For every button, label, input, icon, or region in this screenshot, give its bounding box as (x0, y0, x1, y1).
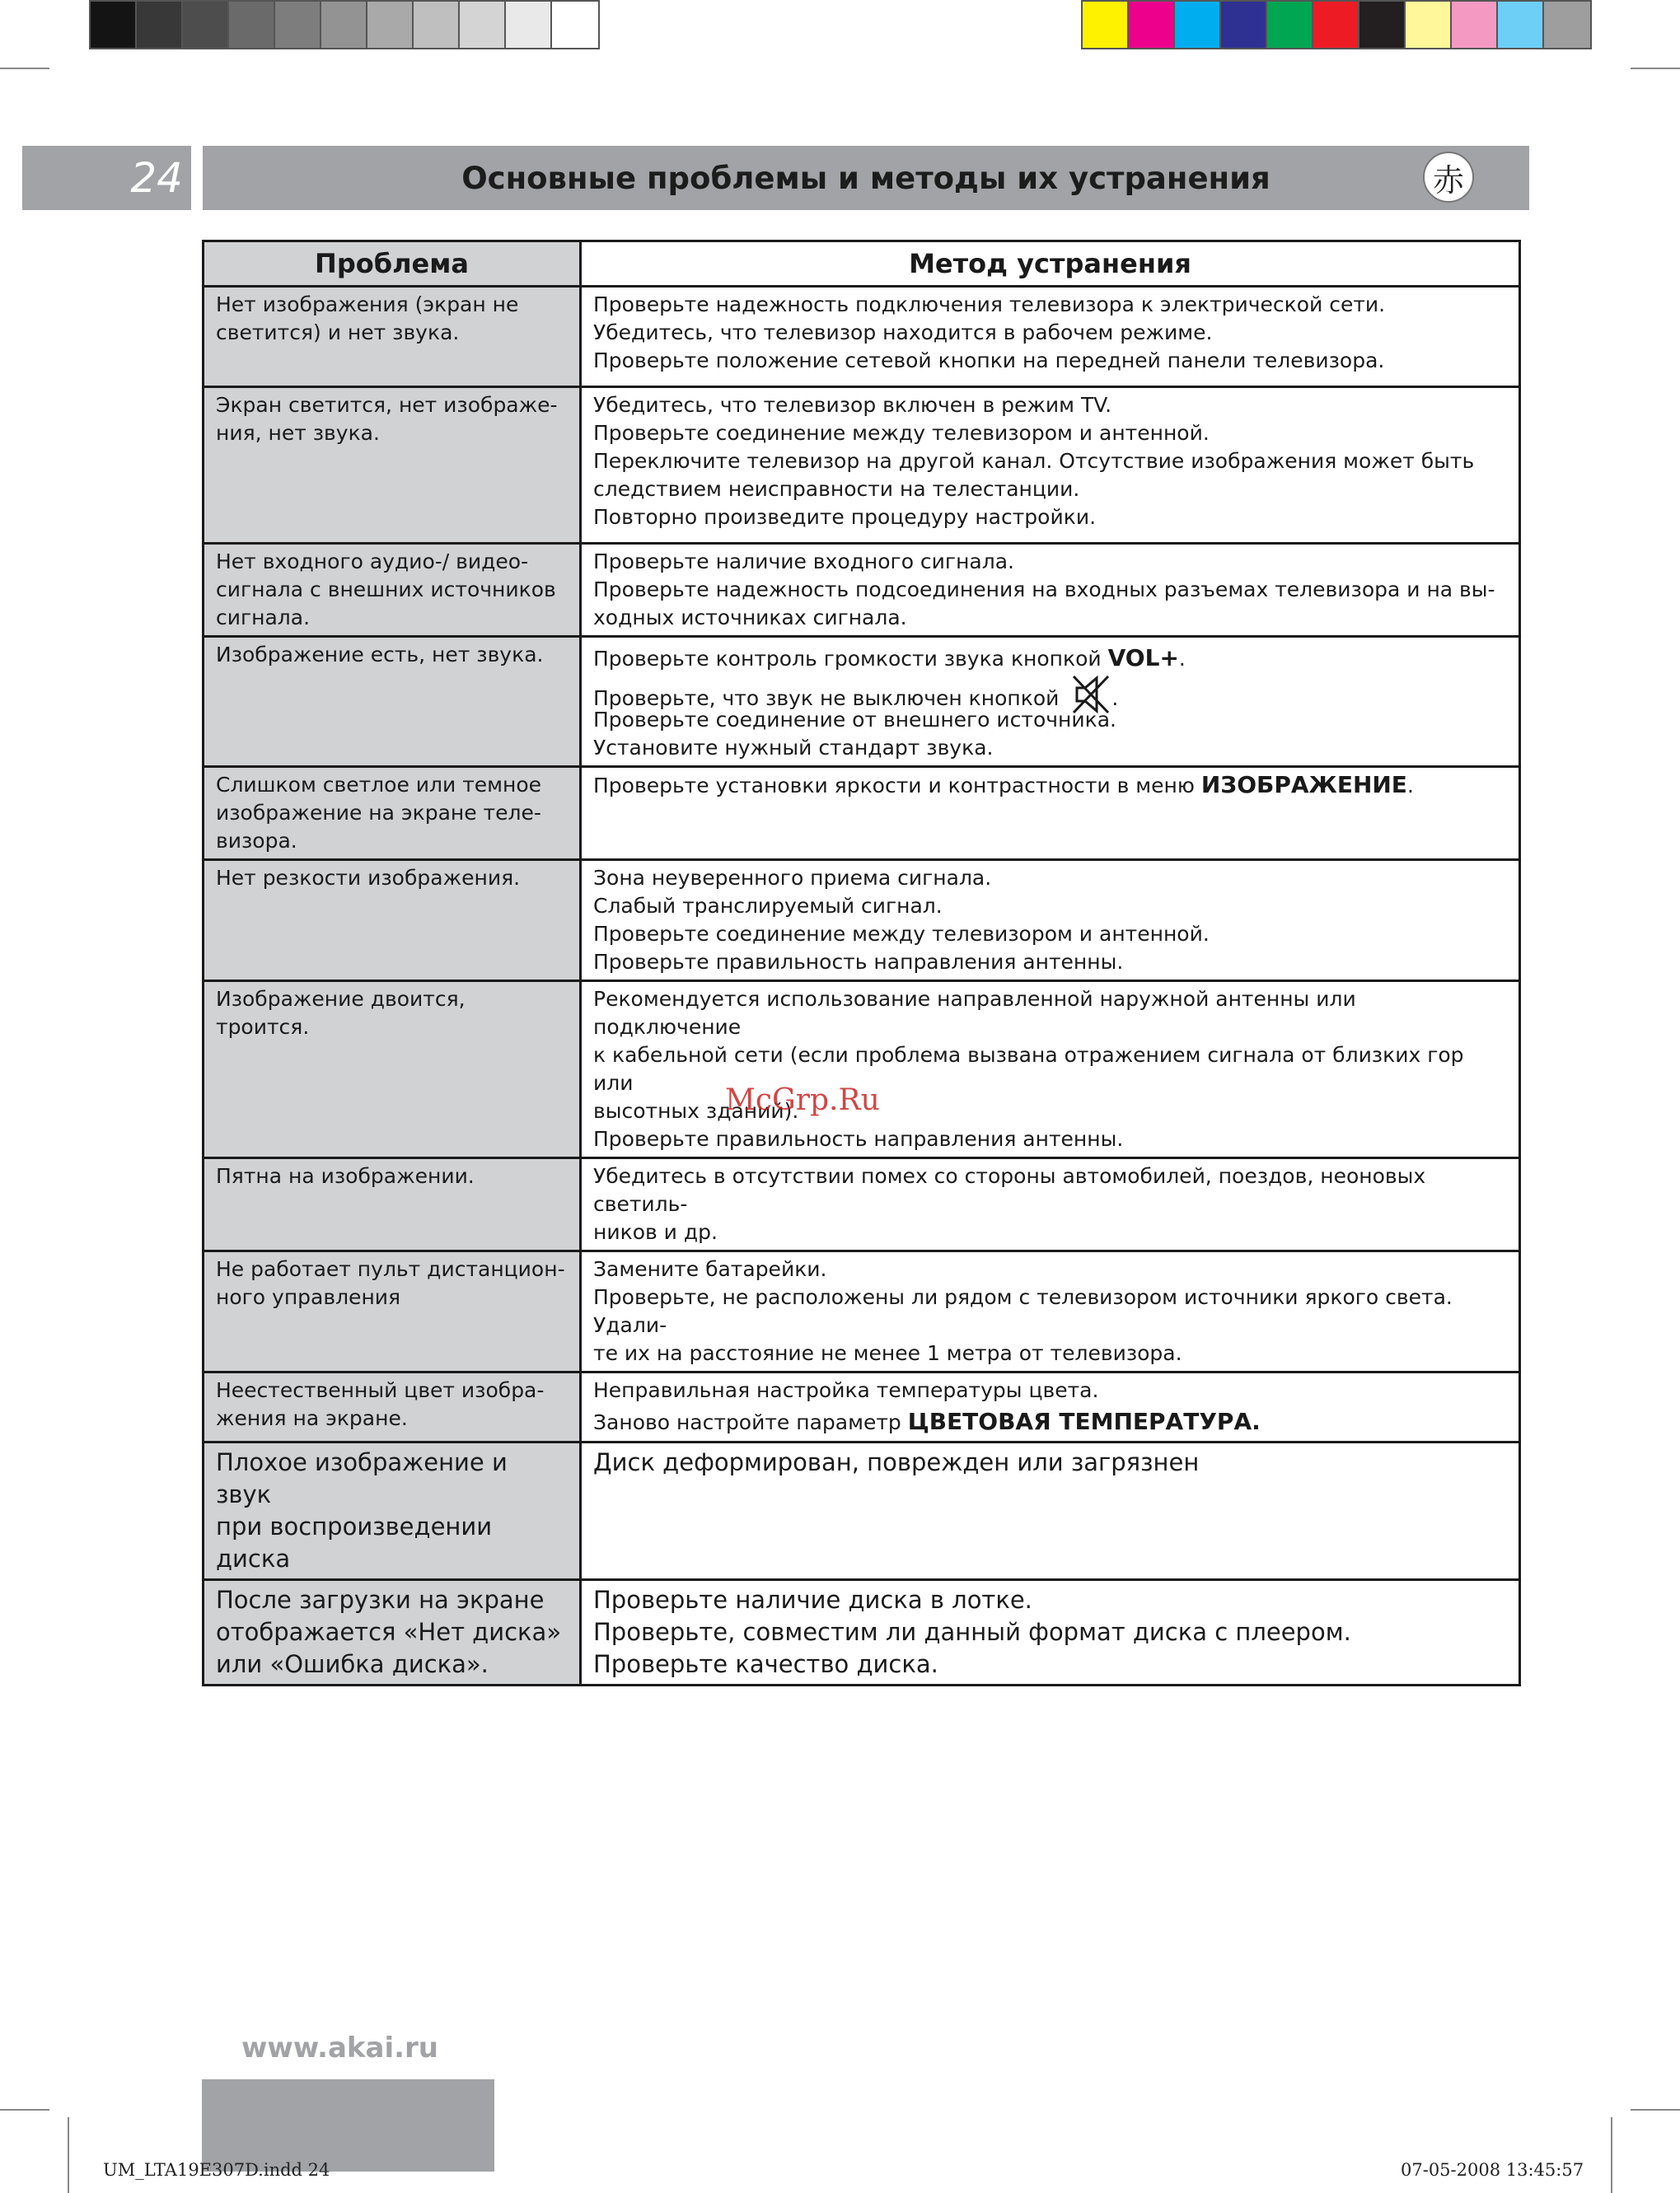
solution-text (593, 644, 1507, 673)
crop-mark (0, 68, 49, 69)
color-swatch (137, 2, 183, 48)
color-swatch (1129, 2, 1175, 48)
solution-text: ходных источниках сигнала. (593, 606, 907, 629)
solution-text (593, 1408, 1507, 1437)
problem-text: Плохое изображение и звук (216, 1448, 508, 1508)
problem-cell (204, 860, 581, 981)
problem-cell (204, 981, 581, 1158)
solution-text: . (1178, 647, 1186, 671)
solution-text: Установите нужный стандарт звука. (593, 736, 994, 760)
problem-text: изображение на экране теле- (216, 801, 541, 825)
problem-text: ния, нет звука. (216, 421, 380, 445)
grayscale-registration-bar (89, 0, 600, 49)
solution-text: Диск деформирован, поврежден или загрязнен (593, 1448, 1200, 1476)
problem-text: Слишком светлое или темное (216, 773, 542, 797)
solution-text: Заново настройте параметр (593, 1410, 908, 1434)
troubleshooting-table (202, 240, 1521, 1686)
table-row (204, 1580, 1520, 1686)
problem-text: Неестественный цвет изобра- (216, 1378, 545, 1402)
table-row (204, 637, 1520, 767)
website-url: www.akai.ru (241, 2032, 439, 2064)
solution-text: . (1406, 774, 1414, 797)
color-swatch (1267, 2, 1313, 48)
solution-text: Проверьте, совместим ли данный формат диска с плеером. (593, 1618, 1351, 1646)
solution-text: Проверьте надежность подключения телевизора к электрической сети. (593, 292, 1386, 316)
solution-text: Проверьте положение сетевой кнопки на передней панели телевизора. (593, 348, 1385, 372)
watermark: McGrp.Ru (725, 1083, 880, 1117)
print-slug-filename: UM_LTA19E307D.indd 24 (103, 2160, 330, 2180)
color-temperature-label: ЦВЕТОВАЯ ТЕМПЕРАТУРА. (907, 1408, 1261, 1435)
color-swatch (1221, 2, 1267, 48)
solution-cell (581, 1251, 1520, 1372)
table-row (204, 544, 1520, 637)
problem-text: жения на экране. (216, 1406, 408, 1430)
problem-cell (204, 1158, 581, 1251)
solution-text: следствием неисправности на телестанции. (593, 477, 1080, 501)
page-number-box (22, 146, 191, 210)
solution-text: высотных зданий). (593, 1099, 799, 1123)
solution-text: Рекомендуется использование направленной наружной антенны или подключение (593, 987, 1356, 1039)
solution-cell (581, 1580, 1520, 1686)
solution-text: Замените батарейки. (593, 1257, 827, 1281)
problem-text: Нет входного аудио-/ видео- (216, 549, 529, 573)
print-slug-timestamp: 07-05-2008 13:45:57 (1401, 2160, 1584, 2180)
solution-text: Убедитесь в отсутствии помех со стороны автомобилей, поездов, неоновых светиль- (593, 1164, 1426, 1216)
table-row (204, 767, 1520, 860)
page-number: 24 (130, 154, 183, 202)
solution-cell (581, 981, 1520, 1158)
page-title: Основные проблемы и методы их устранения (461, 160, 1271, 196)
vol-plus-key-label: VOL+ (1107, 644, 1179, 671)
problem-text: Пятна на изображении. (216, 1164, 475, 1188)
solution-cell (581, 767, 1520, 860)
solution-cell (581, 637, 1520, 767)
problem-cell (204, 1443, 581, 1580)
color-swatch (1544, 2, 1590, 48)
crop-mark (1631, 2109, 1680, 2111)
table-row (204, 981, 1520, 1158)
solution-text: Проверьте наличие входного сигнала. (593, 549, 1014, 573)
table-row (204, 287, 1520, 387)
solution-text (593, 771, 1507, 800)
color-swatch (229, 2, 275, 48)
problem-cell (204, 544, 581, 637)
problem-text: После загрузки на экране (216, 1586, 545, 1614)
table-row (204, 860, 1520, 981)
problem-cell (204, 1580, 581, 1686)
problem-cell (204, 1372, 581, 1443)
crop-mark (1611, 2117, 1612, 2193)
solution-cell (581, 1443, 1520, 1580)
problem-text: ного управления (216, 1285, 401, 1309)
solution-text: Слабый транслируемый сигнал. (593, 894, 943, 918)
solution-cell (581, 387, 1520, 544)
solution-text: Проверьте соединение между телевизором и антенной. (593, 922, 1210, 946)
color-swatch (1359, 2, 1406, 48)
problem-text: отображается «Нет диска» (216, 1618, 562, 1646)
solution-text: Убедитесь, что телевизор находится в рабочем режиме. (593, 320, 1213, 344)
solution-text: Проверьте наличие диска в лотке. (593, 1586, 1032, 1614)
problem-text: Не работает пульт дистанцион- (216, 1257, 565, 1281)
solution-text: Проверьте качество диска. (593, 1650, 938, 1678)
table-row (204, 1443, 1520, 1580)
solution-text: Проверьте соединение между телевизором и антенной. (593, 421, 1210, 445)
problem-text: Нет изображения (экран не (216, 292, 519, 316)
solution-text: Проверьте установки яркости и контрастности в меню (593, 774, 1201, 797)
color-swatch (1406, 2, 1452, 48)
problem-text: Экран светится, нет изображе- (216, 393, 558, 417)
problem-text: троится. (216, 1015, 310, 1039)
problem-cell (204, 767, 581, 860)
problem-cell (204, 287, 581, 387)
color-swatch (275, 2, 321, 48)
color-swatch (367, 2, 414, 48)
solution-text: к кабельной сети (если проблема вызвана отражением сигнала от близких гор или (593, 1043, 1464, 1095)
color-swatch (1452, 2, 1498, 48)
crop-mark (1631, 68, 1680, 69)
solution-cell (581, 287, 1520, 387)
solution-text: Неправильная настройка температуры цвета. (593, 1378, 1099, 1402)
problem-cell (204, 637, 581, 767)
color-swatch (91, 2, 137, 48)
solution-text: Проверьте, что звук не выключен кнопкой (593, 686, 1060, 710)
solution-text: Проверьте правильность направления антенны. (593, 950, 1124, 974)
color-swatch (552, 2, 598, 48)
footer-gray-box (202, 2079, 494, 2172)
problem-text: сигнала. (216, 606, 311, 629)
solution-text: Проверьте надежность подсоединения на входных разъемах телевизора и на вы- (593, 577, 1495, 601)
table-row (204, 387, 1520, 544)
problem-text: Нет резкости изображения. (216, 866, 521, 890)
color-swatch (1498, 2, 1544, 48)
color-swatch (1083, 2, 1129, 48)
solution-text: Проверьте правильность направления антенны. (593, 1127, 1124, 1151)
solution-text: . (1111, 686, 1119, 710)
color-swatch (183, 2, 229, 48)
menu-picture-label: ИЗОБРАЖЕНИЕ (1200, 771, 1407, 798)
color-swatch (1313, 2, 1359, 48)
solution-text: Проверьте, не расположены ли рядом с телевизором источники яркого света. Удали- (593, 1285, 1453, 1337)
brand-logo-icon: 赤 (1423, 152, 1474, 203)
solution-text (593, 673, 1507, 710)
column-header-solution: Метод устранения (581, 241, 1520, 287)
problem-text: сигнала с внешних источников (216, 577, 556, 601)
solution-text: Переключите телевизор на другой канал. Отсутствие изображения может быть (593, 449, 1475, 473)
color-swatch (506, 2, 552, 48)
problem-cell (204, 387, 581, 544)
table-header-row (204, 241, 1520, 287)
color-swatch (414, 2, 460, 48)
crop-mark (68, 2117, 69, 2193)
solution-text: те их на расстояние не менее 1 метра от телевизора. (593, 1341, 1182, 1365)
problem-text: светится) и нет звука. (216, 320, 460, 344)
solution-text: Повторно произведите процедуру настройки. (593, 505, 1097, 529)
column-header-problem: Проблема (204, 241, 581, 287)
solution-cell (581, 544, 1520, 637)
problem-text: или «Ошибка диска». (216, 1650, 489, 1678)
table-row (204, 1372, 1520, 1443)
problem-text: Изображение есть, нет звука. (216, 643, 544, 666)
solution-text: ников и др. (593, 1220, 718, 1244)
table-row (204, 1251, 1520, 1372)
solution-cell (581, 1158, 1520, 1251)
problem-text: при воспроизведении диска (216, 1513, 493, 1573)
problem-text: визора. (216, 829, 297, 853)
color-swatch (321, 2, 367, 48)
problem-cell (204, 1251, 581, 1372)
page-header (203, 146, 1529, 210)
solution-text: Зона неуверенного приема сигнала. (593, 866, 992, 890)
color-swatch (460, 2, 506, 48)
color-registration-bar (1081, 0, 1592, 49)
solution-text: Проверьте соединение от внешнего источника. (593, 708, 1116, 732)
problem-text: Изображение двоится, (216, 987, 466, 1011)
solution-text: Убедитесь, что телевизор включен в режим TV. (593, 393, 1112, 417)
solution-cell (581, 860, 1520, 981)
solution-text: Проверьте контроль громкости звука кнопкой (593, 647, 1108, 671)
crop-mark (0, 2109, 49, 2111)
solution-cell (581, 1372, 1520, 1443)
color-swatch (1175, 2, 1221, 48)
table-row (204, 1158, 1520, 1251)
